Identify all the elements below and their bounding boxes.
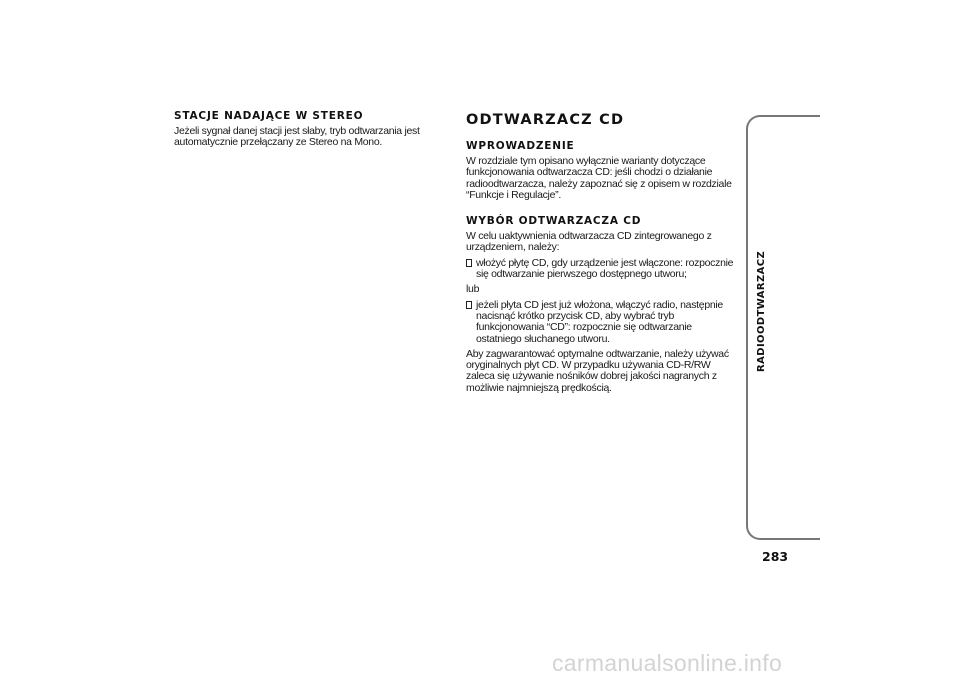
page-number: 283 xyxy=(762,549,789,564)
bullet-item-text: włożyć płytę CD, gdy urządzenie jest włączone: rozpocznie się odtwarzanie pierwszego dostępnego utworu; xyxy=(476,256,734,281)
stereo-stations-paragraph: Jeżeli sygnał danej stacji jest słaby, tryb odtwarzania jest automatycznie przełączany ze Stereo na Mono. xyxy=(174,125,420,149)
watermark: carmanualsonline.info xyxy=(552,650,783,676)
cd-selection-paragraph: W celu uaktywnienia odtwarzacza CD zintegrowanego z urządzeniem, należy: xyxy=(466,230,712,254)
bullet-item-insert-cd xyxy=(466,258,736,281)
or-text: lub xyxy=(466,283,480,296)
right-column xyxy=(466,112,736,398)
bullet-item-text: jeżeli płyta CD jest już włożona, włączyć radio, następnie nacisnąć krótko przycisk CD, aby wybrać tryb funkcjonowania “CD”: rozpocznie się odtwarzanie ostatniego słuchanego utworu. xyxy=(476,298,723,345)
final-paragraph: Aby zagwarantować optymalne odtwarzanie, należy używać oryginalnych płyt CD. W przypadku używania CD-R/RW zaleca się używanie nośników dobrej jakości nagranych z możliwie najmniejszą prędkością. xyxy=(466,347,729,394)
cd-player-title: ODTWARZACZ CD xyxy=(466,112,625,128)
checkbox-bullet-icon xyxy=(466,301,472,309)
left-column xyxy=(174,110,424,153)
introduction-paragraph: W rozdziale tym opisano wyłącznie warianty dotyczące funkcjonowania odtwarzacza CD: jeśli chodzi o działanie radioodtwarzacza, należy zapoznać się z opisem w rozdziale “Funkcje i Regulacje”. xyxy=(466,155,732,201)
cd-selection-heading: WYBÓR ODTWARZACZA CD xyxy=(466,215,642,228)
introduction-heading: WPROWADZENIE xyxy=(466,140,575,152)
checkbox-bullet-icon xyxy=(466,259,472,267)
stereo-stations-heading: STACJE NADAJĄCE W STEREO xyxy=(174,110,364,122)
section-tab-text: RADIOODTWARZACZ xyxy=(756,250,767,372)
section-tab-label xyxy=(756,250,776,372)
bullet-item-press-cd xyxy=(466,300,736,345)
